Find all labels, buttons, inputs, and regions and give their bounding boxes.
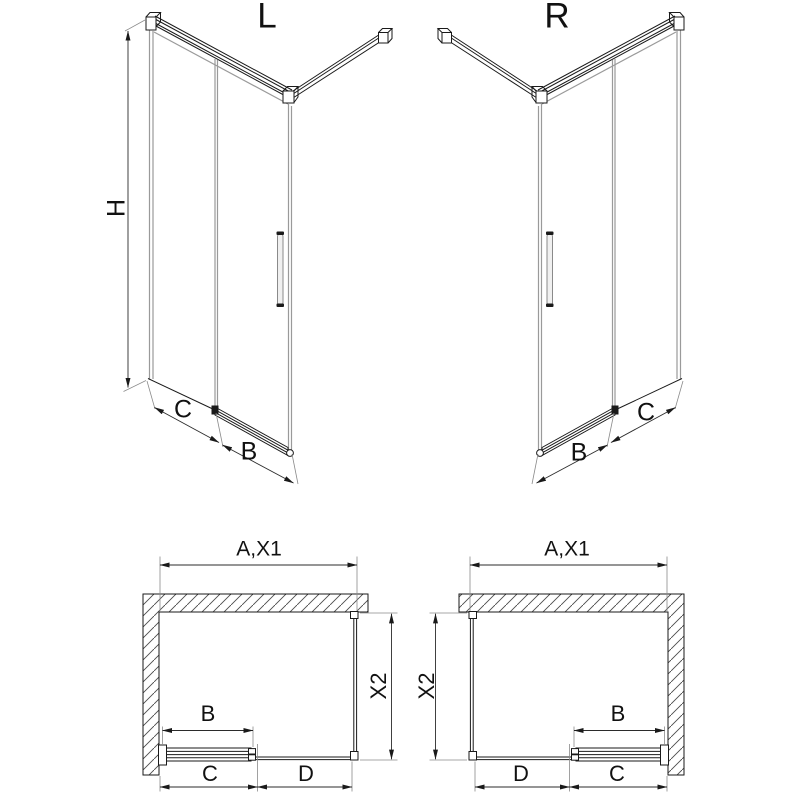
plan-r-geometry <box>430 557 669 792</box>
dim-label-d-plan-r: D <box>513 761 529 786</box>
dim-label-b-iso-r: B <box>570 438 588 467</box>
dim-label-c-iso-r: C <box>636 398 656 427</box>
dim-label-c-plan-r: C <box>609 761 625 786</box>
plan-l-geometry <box>159 557 398 792</box>
plan-view-r <box>430 557 685 792</box>
dim-label-ax1-plan-l: A,X1 <box>236 537 282 561</box>
variant-label-right: R <box>544 0 570 36</box>
dim-label-b-plan-r: B <box>610 701 626 726</box>
dim-label-b-plan-l: B <box>200 701 216 726</box>
dim-label-ax1-plan-r: A,X1 <box>544 537 590 561</box>
iso-view-l <box>124 13 393 485</box>
dim-label-x2-plan-r: X2 <box>414 672 439 700</box>
dim-label-c-iso-l: C <box>173 395 193 424</box>
plan-view-l <box>143 557 398 792</box>
dim-label-c-plan-l: C <box>202 761 218 786</box>
dim-label-b-iso-l: B <box>240 437 258 466</box>
dim-label-x2-plan-l: X2 <box>366 672 391 700</box>
dim-label-height: H <box>102 198 131 218</box>
dim-label-d-plan-l: D <box>298 761 314 786</box>
variant-label-left: L <box>257 0 277 36</box>
